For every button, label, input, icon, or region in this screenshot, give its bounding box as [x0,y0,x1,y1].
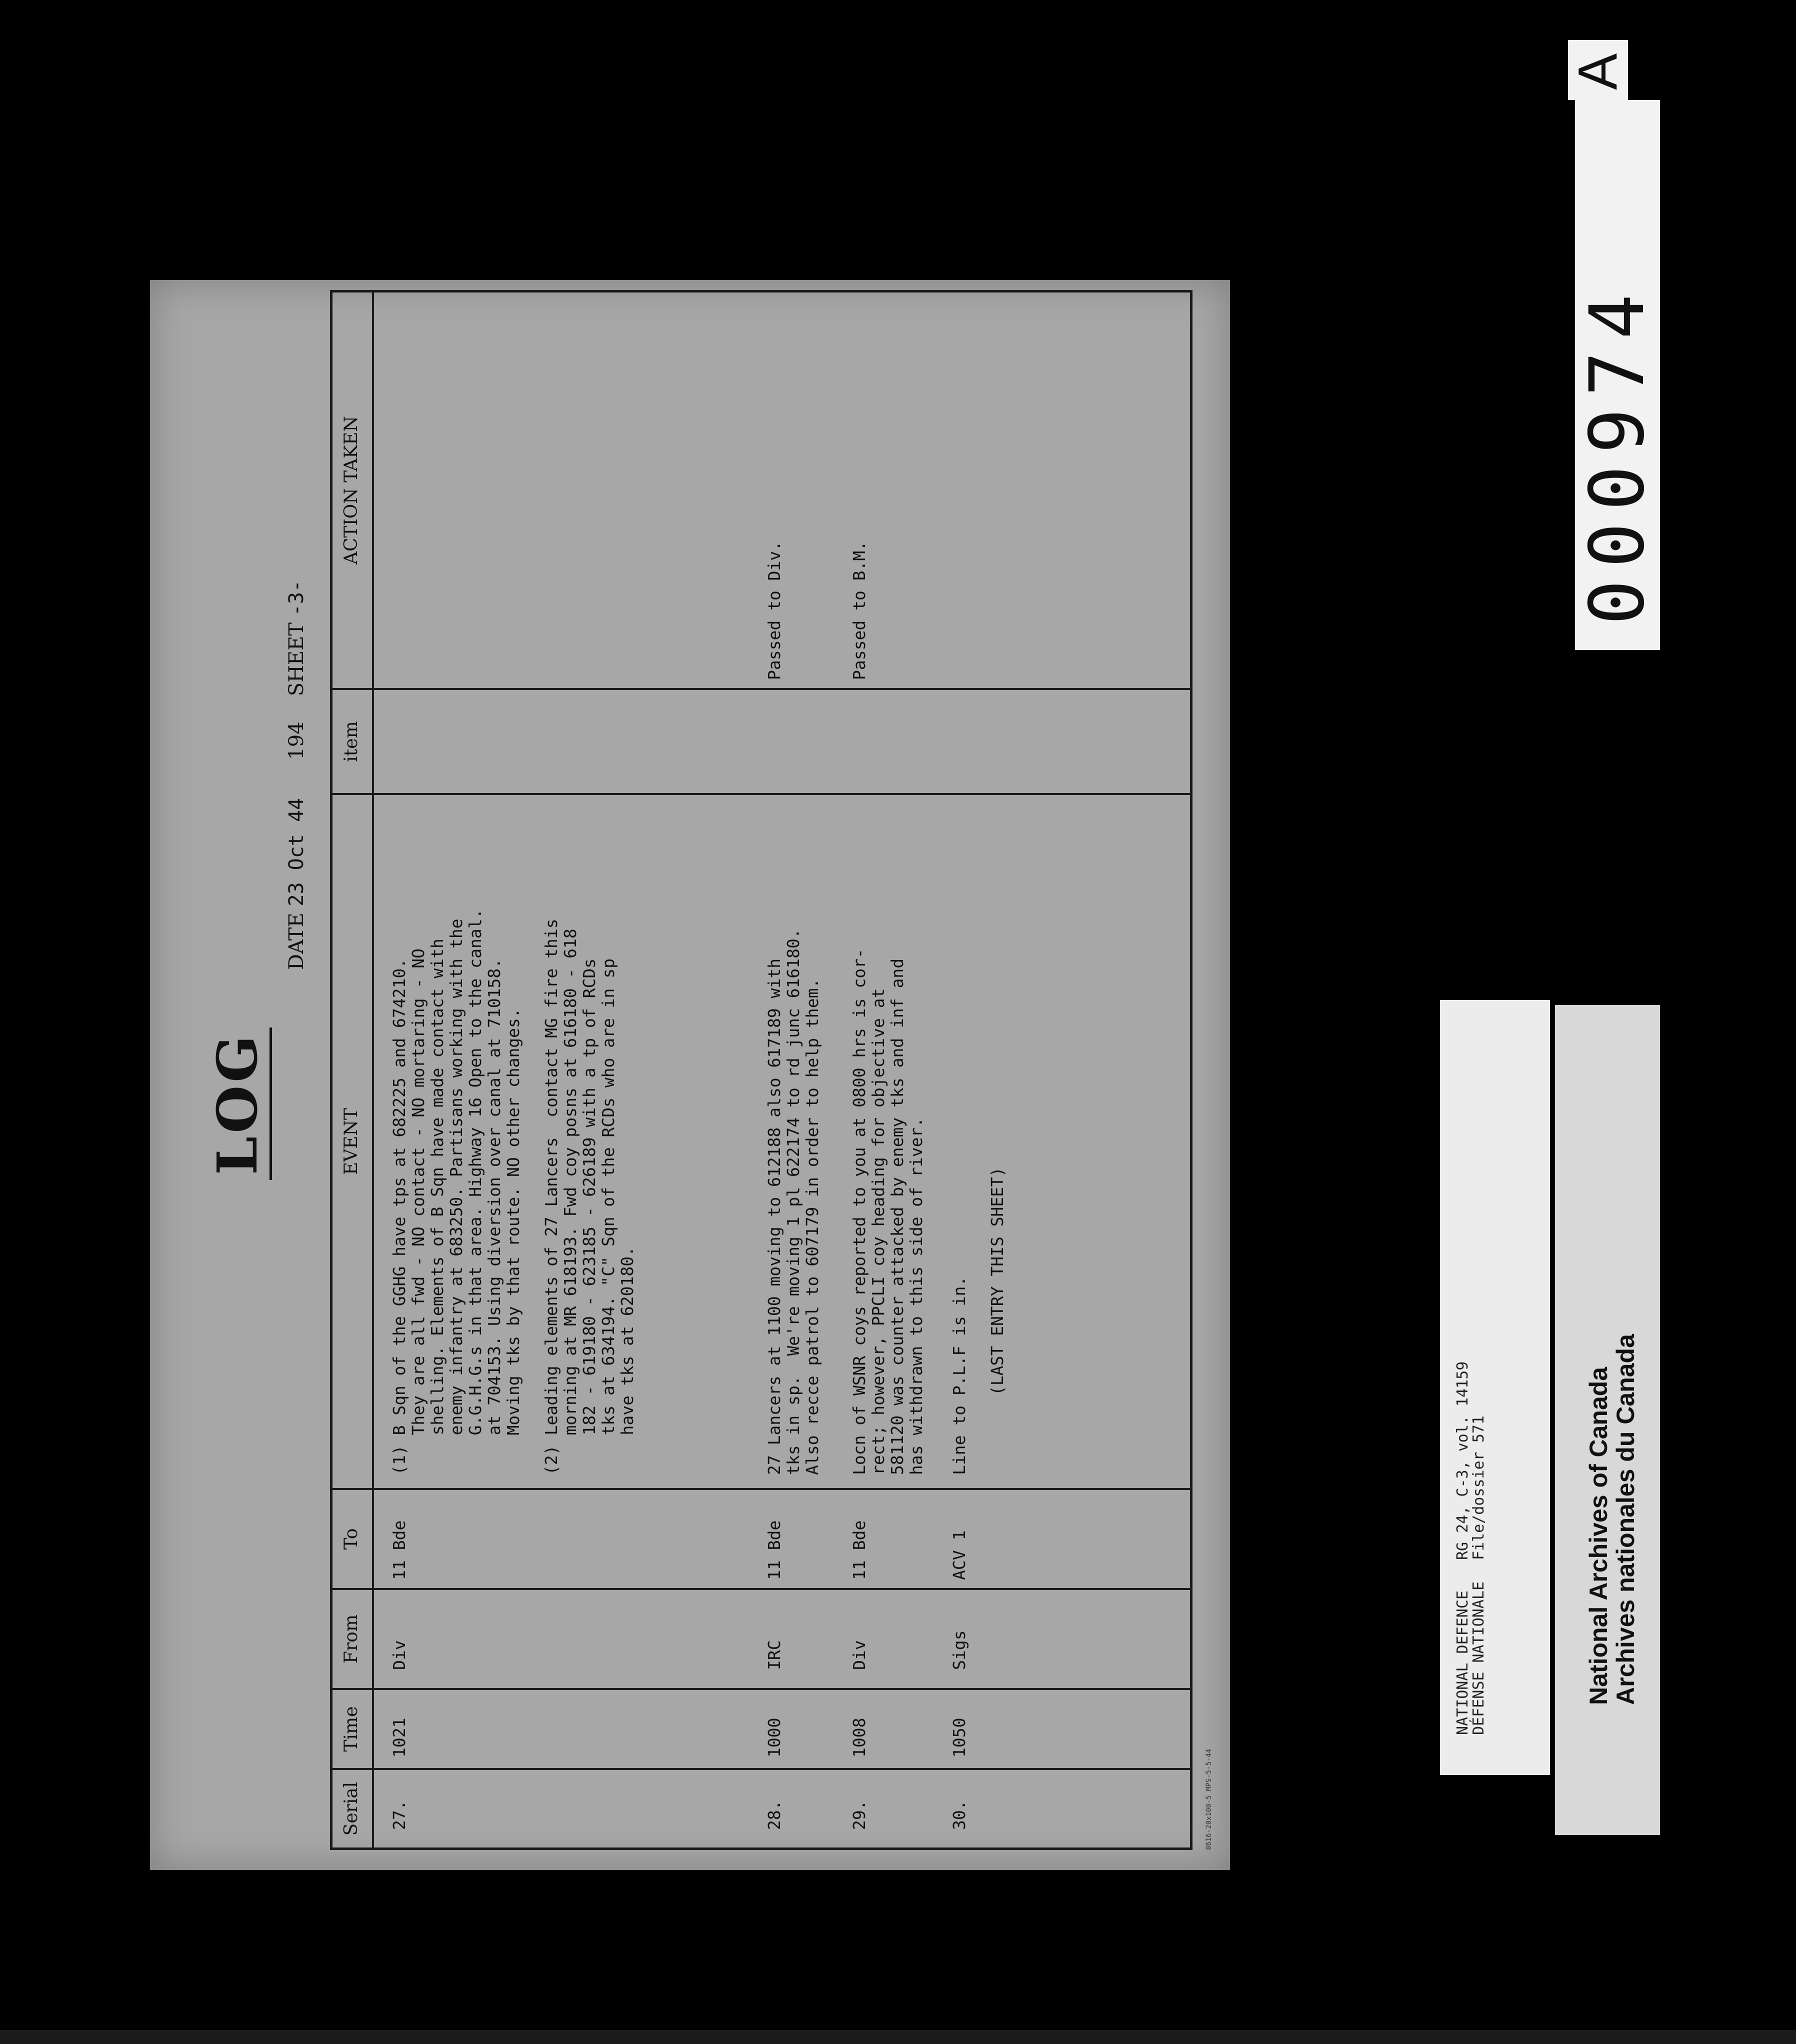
reel-letter-box [1568,40,1628,100]
row-serial: 29. [850,1800,869,1830]
archive-reference-label [1440,1000,1550,1775]
col-header-to: To [340,1528,362,1550]
col-header-event: EVENT [340,1108,362,1176]
row-action: Passed to B.M. [850,540,869,680]
table-bottom-border [1190,290,1192,1850]
film-edge [0,2030,1796,2044]
row-serial: 28. [764,1800,784,1830]
frame-number-box [1575,100,1660,650]
row-to: ACV 1 [950,1530,969,1580]
form-code: 8616-20x100-5 MPS-5-5-44 [1205,1748,1213,1850]
row-event: Locn of WSNR coys reported to you at 0800 hrs is cor- rect; however, PPCLI coy heading for objective at 581120 was counter attacked by enemy tks and inf and has withdrawn to this side of river. [850,948,926,1475]
archives-brand-label [1555,1005,1660,1835]
row-time: 1008 [850,1718,869,1758]
col-header-serial: Serial [340,1782,362,1836]
header-bottom-border [372,290,374,1850]
row-action: Passed to Div. [764,540,784,680]
col-divider [330,688,1192,690]
sheet-label: SHEET [285,622,308,696]
date-value: 23 Oct 44 [285,798,308,906]
sheet-value: -3- [285,580,308,616]
col-header-item: item [340,721,362,762]
row-to: 11 Bde [850,1520,869,1580]
frame-number: 000974 [1574,282,1661,625]
date-line [285,580,308,970]
row-from: Sigs [950,1630,969,1670]
table-left-border [330,1848,1192,1850]
log-title: LOG [205,1028,272,1180]
row-from: Div [850,1640,869,1670]
row-from: IRC [764,1640,784,1670]
col-header-from: From [340,1614,362,1664]
file-reference: RG 24, C-3, vol. 14159 File/dossier 571 [1454,1361,1488,1560]
col-divider [330,1768,1192,1770]
row-event: 27 Lancers at 1100 moving to 612188 also 617189 with tks in sp. We're moving 1 pl 622174 to rd junc 616180. Also recce patrol to 607179 in order to help them. [764,928,822,1475]
col-divider [330,1688,1192,1690]
row-serial: 27. [390,1800,409,1830]
date-label: DATE [285,912,308,970]
row-event: Line to P.L.F is in. (LAST ENTRY THIS SHEET) [950,1167,1007,1475]
col-header-time: Time [340,1706,362,1752]
department-name: NATIONAL DEFENCE DÉFENSE NATIONALE [1454,1581,1488,1735]
reel-letter: A [1567,53,1628,90]
log-sheet [150,280,1230,1870]
row-time: 1000 [764,1718,784,1758]
row-to: 11 Bde [764,1520,784,1580]
row-from: Div [390,1640,409,1670]
col-divider [330,1588,1192,1590]
row-serial: 30. [950,1800,969,1830]
row-time: 1050 [950,1718,969,1758]
col-header-action: ACTION TAKEN [340,416,362,564]
row-time: 1021 [390,1718,409,1758]
archives-name: National Archives of Canada Archives nationales du Canada [1584,1334,1640,1705]
col-divider [330,1488,1192,1490]
row-to: 11 Bde [390,1520,409,1580]
table-right-border [330,290,1192,292]
col-divider [330,793,1192,795]
year-label: 194 [285,722,308,760]
row-event: (1) B Sqn of the GGHG have tps at 682225 and 674210. They are all fwd - NO contact - NO mortaring - NO shelling. Elements of B Sqn have made contact with enemy infantry at 683250. Partisans working with the G.G.H.G.s in that area. Highway 16 Open to the canal. at 704153. Using diversion over canal at 710158. Moving tks by that route. NO other changes. (2) Leading elements of 27 Lancers contact MG fire this morning at MR 618193. Fwd coy posns at 616180 - 618 182 - 619180 - 623185 - 626189 with a tp of RCDs tks at 634194. "C" Sqn of the RCDs who are in sp have tks at 620180. [390,908,637,1475]
